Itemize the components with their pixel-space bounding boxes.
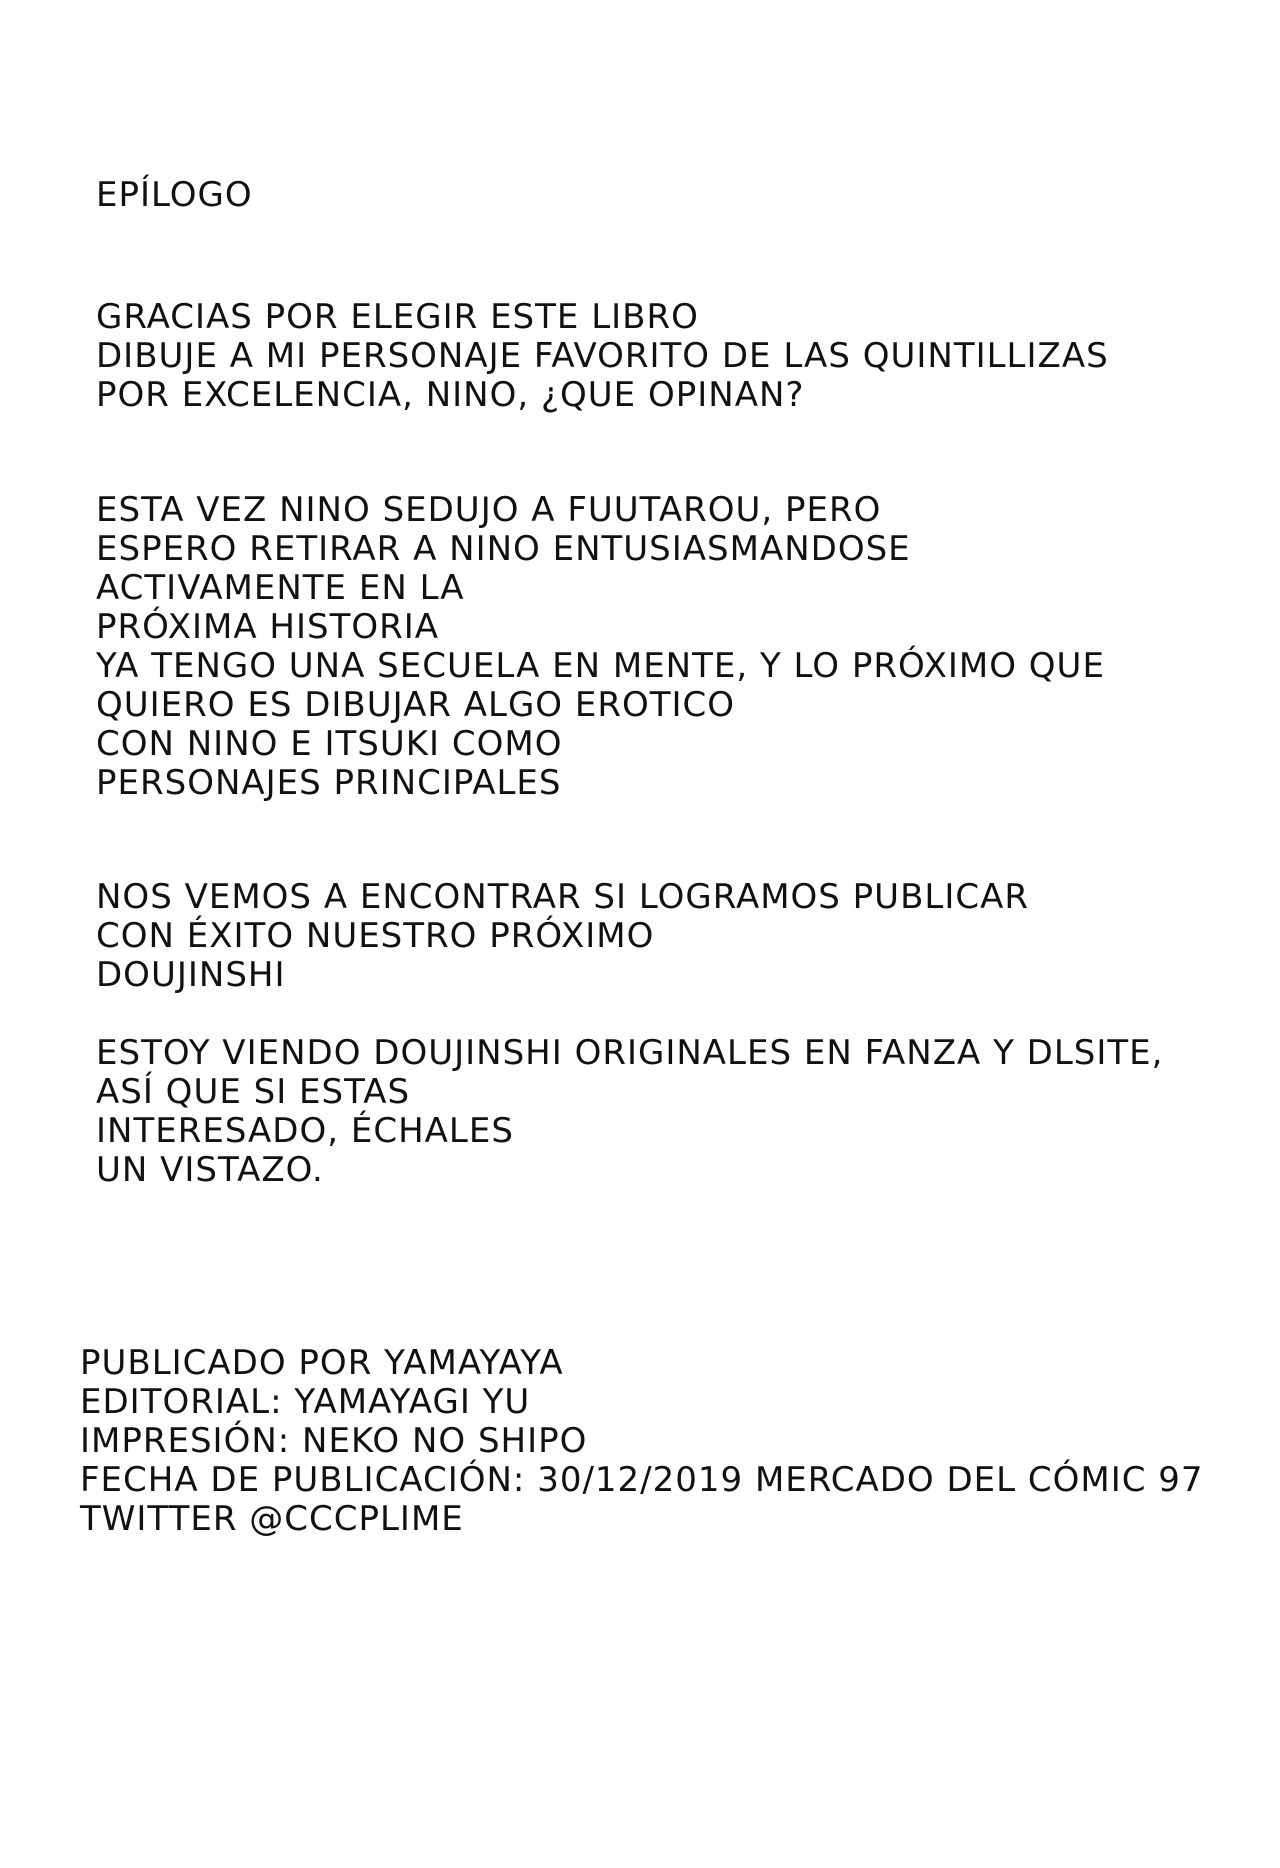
paragraph-thanks — [96, 298, 1109, 415]
paragraph-line: ACTIVAMENTE EN LA — [96, 568, 465, 608]
paragraph-line: DOUJINSHI — [96, 955, 286, 995]
paragraph-line: DIBUJE A MI PERSONAJE FAVORITO DE LAS QUINTILLIZAS — [96, 336, 1109, 376]
paragraph-line: GRACIAS POR ELEGIR ESTE LIBRO — [96, 297, 699, 337]
epilogue-title — [96, 176, 253, 215]
paragraph-line: ESTOY VIENDO DOUJINSHI ORIGINALES EN FANZA Y DLSITE, — [96, 1033, 1164, 1073]
paragraph-line: INTERESADO, ÉCHALES — [96, 1111, 514, 1151]
paragraph-line: POR EXCELENCIA, NINO, ¿QUE OPINAN? — [96, 375, 805, 415]
paragraph-line: CON ÉXITO NUESTRO PRÓXIMO — [96, 916, 655, 956]
credit-publisher: PUBLICADO POR YAMAYAYA — [80, 1343, 564, 1383]
paragraph-line: ASÍ QUE SI ESTAS — [96, 1072, 411, 1112]
credit-twitter: TWITTER @CCCPLIME — [80, 1499, 464, 1539]
paragraph-line: CON NINO E ITSUKI COMO — [96, 724, 563, 764]
paragraph-line: NOS VEMOS A ENCONTRAR SI LOGRAMOS PUBLICAR — [96, 877, 1029, 917]
paragraph-line: ESPERO RETIRAR A NINO ENTUSIASMANDOSE — [96, 529, 911, 569]
credit-publication-date: FECHA DE PUBLICACIÓN: 30/12/2019 MERCADO DEL CÓMIC 97 — [80, 1460, 1204, 1500]
credit-printing: IMPRESIÓN: NEKO NO SHIPO — [80, 1421, 588, 1461]
paragraph-line: UN VISTAZO. — [96, 1150, 324, 1190]
paragraph-line: YA TENGO UNA SECUELA EN MENTE, Y LO PRÓXIMO QUE — [96, 646, 1105, 686]
paragraph-line: ESTA VEZ NINO SEDUJO A FUUTAROU, PERO — [96, 490, 882, 530]
paragraph-story — [96, 491, 1105, 803]
credit-editorial: EDITORIAL: YAMAYAGI YU — [80, 1382, 531, 1422]
paragraph-next-doujinshi — [96, 878, 1029, 995]
paragraph-line: PERSONAJES PRINCIPALES — [96, 763, 562, 803]
publication-credits — [80, 1344, 1204, 1539]
paragraph-line: QUIERO ES DIBUJAR ALGO EROTICO — [96, 685, 736, 725]
epilogue-title-text: EPÍLOGO — [96, 175, 253, 215]
paragraph-stores — [96, 1034, 1163, 1190]
paragraph-line: PRÓXIMA HISTORIA — [96, 607, 440, 647]
